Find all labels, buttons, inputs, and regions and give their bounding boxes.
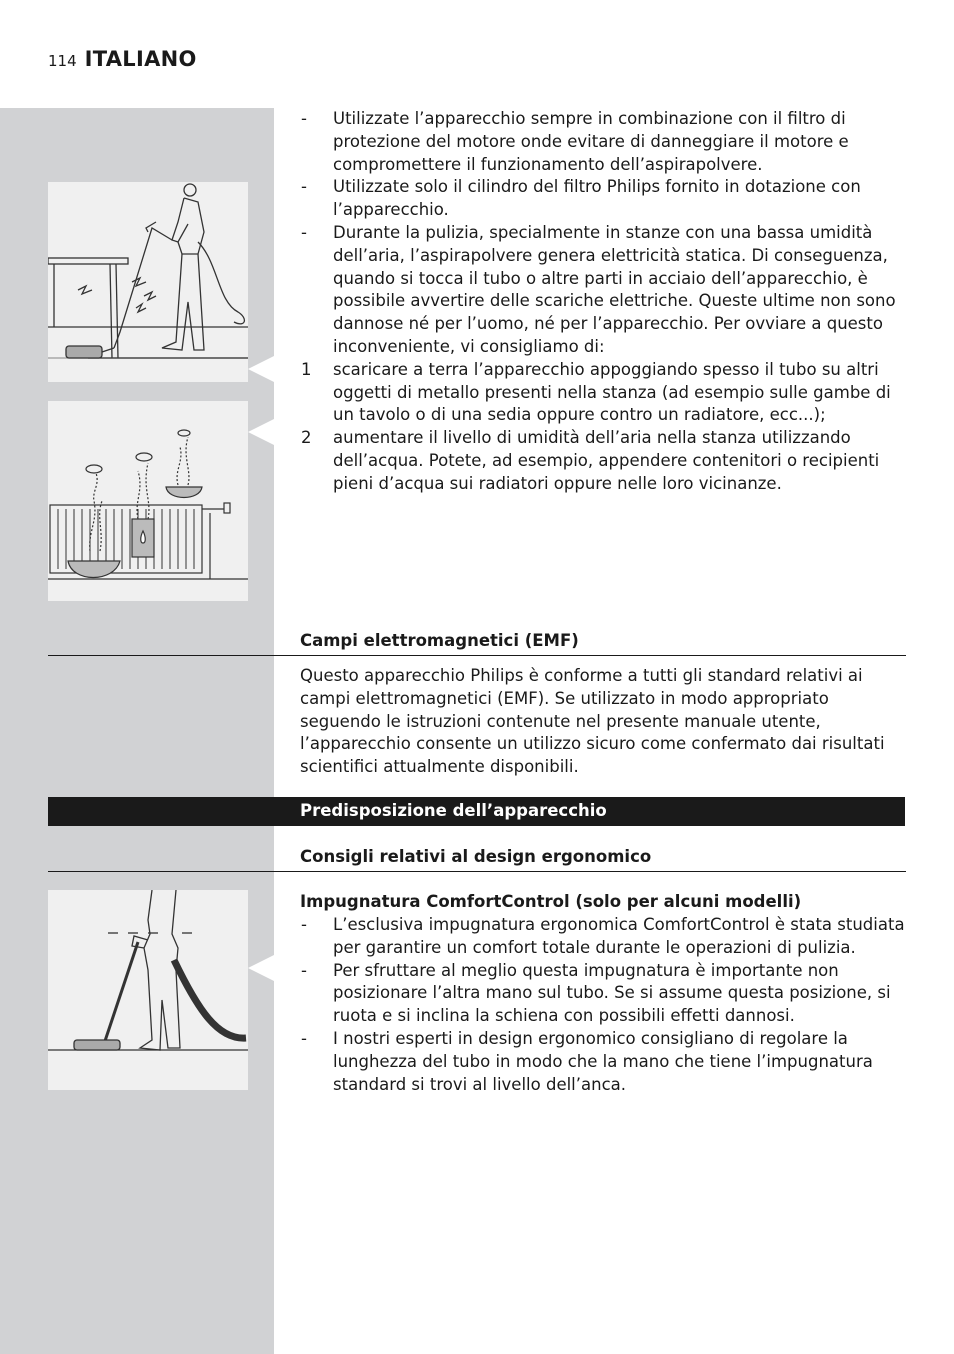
numbered-item — [300, 359, 910, 427]
vacuum-static-illustration — [48, 182, 248, 382]
page-number: 114 — [48, 52, 77, 70]
section-divider — [48, 871, 906, 872]
section-bar-title: Predisposizione dell’apparecchio — [300, 801, 607, 820]
language-title: ITALIANO — [84, 47, 197, 71]
list-item-text: Durante la pulizia, specialmente in stanze con una bassa umidità dell’aria, l’aspirapolvere genera elettricità statica. Di conseguenza, quando si tocca il tubo o altre parti in acciaio dell’apparecchio, è possibile avvertire delle scariche elettriche. Queste ultime non sono dannose né per l’uomo, né per l’apparecchio. Per ovviare a questo inconveniente, vi consigliamo di: — [333, 222, 896, 356]
list-item — [300, 914, 910, 960]
bullet-marker: - — [301, 222, 307, 242]
list-item — [300, 176, 910, 222]
illustration-pointer — [248, 419, 274, 445]
number-marker: 2 — [301, 428, 312, 448]
precautions-list — [300, 108, 910, 496]
bullet-marker: - — [301, 109, 307, 128]
bullet-marker: - — [301, 915, 307, 934]
list-item-text: scaricare a terra l’apparecchio appoggiando spesso il tubo su altri oggetti di metallo presenti nella stanza (ad esempio sulle gambe di un tavolo o di una sedia oppure contro un radiatore, ecc...); — [333, 359, 891, 425]
illustration-pointer — [248, 356, 274, 382]
radiator-illustration — [48, 401, 248, 601]
vacuum-static-electricity-icon — [48, 182, 248, 382]
bullet-marker: - — [301, 177, 307, 197]
bullet-marker: - — [301, 1028, 307, 1048]
emf-body: Questo apparecchio Philips è conforme a tutti gli standard relativi ai campi elettromagnetici (EMF). Se utilizzato in modo appropriato seguendo le istruzioni contenute nel presente manuale utente, l’apparecchio consente un utilizzo sicuro come confermato dai risultati scientifici attualmente disponibili. — [300, 666, 885, 777]
illustration-pointer — [248, 955, 274, 981]
numbered-item — [300, 427, 910, 495]
ergonomic-grip-posture-icon — [48, 890, 248, 1090]
ergonomic-posture-illustration — [48, 890, 248, 1090]
ergonomics-heading: Consigli relativi al design ergonomico — [300, 847, 652, 866]
ergonomics-list — [300, 914, 910, 1096]
list-item-text: Utilizzate solo il cilindro del filtro Philips fornito in dotazione con l’apparecchio. — [333, 177, 861, 220]
bullet-marker: - — [301, 960, 307, 980]
number-marker: 1 — [301, 359, 312, 379]
list-item-text: Utilizzate l’apparecchio sempre in combinazione con il filtro di protezione del motore onde evitare di danneggiare il motore e compromettere il funzionamento dell’aspirapolvere. — [333, 109, 849, 174]
radiator-water-bowls-icon — [48, 401, 248, 601]
section-divider — [48, 655, 906, 656]
list-item-text: L’esclusiva impugnatura ergonomica ComfortControl è stata studiata per garantire un comfort totale durante le operazioni di pulizia. — [333, 915, 905, 957]
page-header — [48, 47, 197, 71]
comfortcontrol-subheading: Impugnatura ComfortControl (solo per alcuni modelli) — [300, 892, 802, 911]
list-item-text: I nostri esperti in design ergonomico consigliano di regolare la lunghezza del tubo in modo che la mano che tiene l’impugnatura standard si trovi al livello dell’anca. — [333, 1028, 873, 1094]
list-item-text: aumentare il livello di umidità dell’aria nella stanza utilizzando dell’acqua. Potete, ad esempio, appendere contenitori o recipienti pieni d’acqua sui radiatori oppure nelle loro vicinanze. — [333, 428, 880, 493]
list-item — [300, 960, 910, 1028]
list-item-text: Per sfruttare al meglio questa impugnatura è importante non posizionare l’altra mano sul tubo. Se si assume questa posizione, si ruota e si inclina la schiena con possibili effetti dannosi. — [333, 960, 891, 1026]
list-item — [300, 1028, 910, 1096]
list-item — [300, 222, 910, 359]
section-bar — [48, 797, 905, 826]
list-item — [300, 108, 910, 176]
emf-heading: Campi elettromagnetici (EMF) — [300, 631, 579, 650]
